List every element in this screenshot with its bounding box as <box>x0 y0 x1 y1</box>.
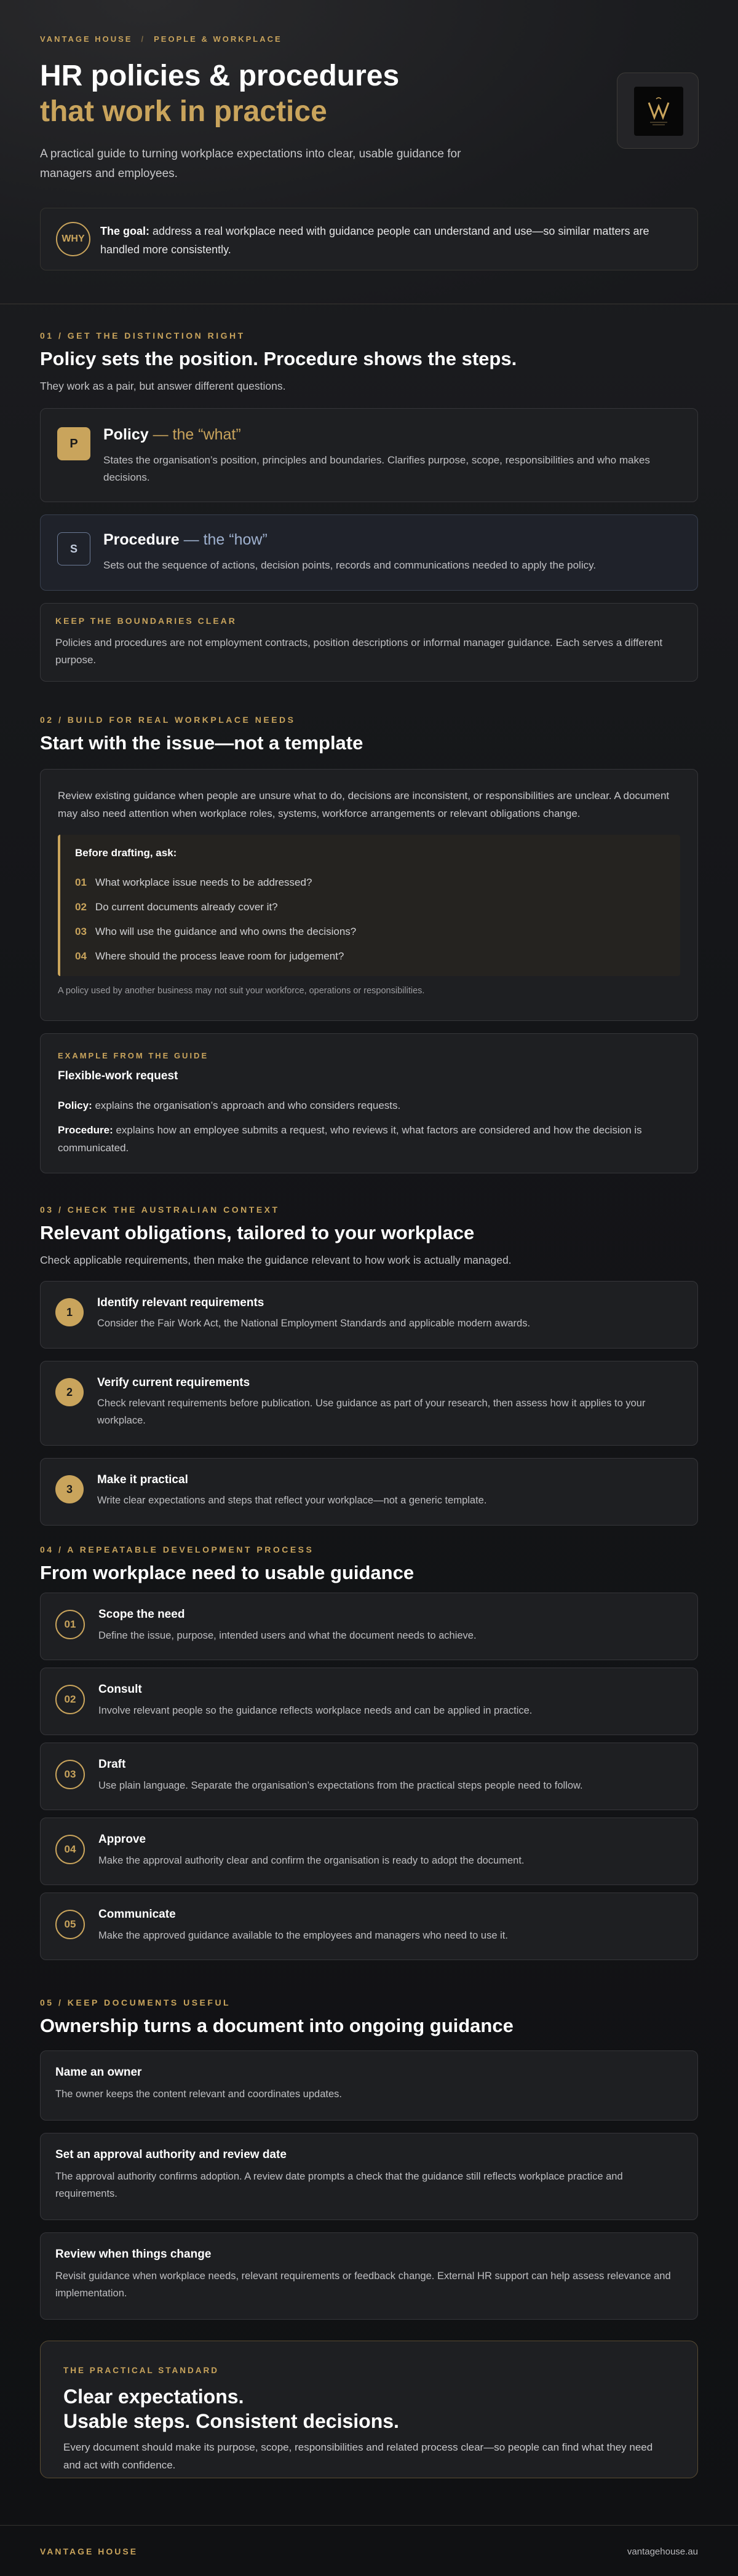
item-text: The owner keeps the content relevant and coordinates updates. <box>55 2089 342 2100</box>
drafting-questions <box>58 835 680 976</box>
section-development-process <box>40 1545 698 1960</box>
ownership-item <box>40 2050 698 2121</box>
example-procedure-text: explains how an employee submits a request, who reviews it, what factors are considered and how the decision is communicated. <box>58 1124 642 1154</box>
question-list <box>75 870 356 969</box>
process-step <box>40 1818 698 1885</box>
vantage-house-logo-icon <box>634 87 683 136</box>
step-text: Use plain language. Separate the organisation’s expectations from the practical steps people need to follow. <box>98 1780 583 1791</box>
page-title <box>40 58 399 130</box>
example-card <box>40 1033 698 1173</box>
policy-badge: P <box>57 427 90 460</box>
boundaries-kicker: KEEP THE BOUNDARIES CLEAR <box>55 616 237 626</box>
step-text: Define the issue, purpose, intended users and what the document needs to achieve. <box>98 1630 477 1641</box>
section-title: Start with the issue—not a template <box>40 732 363 754</box>
procedure-card <box>40 514 698 591</box>
procedure-text: Sets out the sequence of actions, decision points, records and communications needed to apply the policy. <box>103 559 597 571</box>
drafting-questions-title: Before drafting, ask: <box>75 847 177 859</box>
step-number: 2 <box>55 1378 84 1406</box>
section-intro: They work as a pair, but answer different questions. <box>40 380 286 392</box>
step-number: 04 <box>55 1835 85 1864</box>
step-number: 02 <box>55 1685 85 1714</box>
question-text: Who will use the guidance and who owns the decisions? <box>95 926 357 937</box>
kicker-divider: / <box>141 34 146 44</box>
footer-brand: VANTAGE HOUSE <box>40 2546 138 2556</box>
policy-subtitle: — the “what” <box>148 426 241 443</box>
why-badge: WHY <box>56 222 90 256</box>
step-text: Consider the Fair Work Act, the National Employment Standards and applicable modern awards. <box>97 1318 531 1329</box>
example-title: Flexible-work request <box>58 1069 178 1082</box>
step-number: 03 <box>55 1760 85 1789</box>
step-text: Make the approved guidance available to the employees and managers who need to use it. <box>98 1930 508 1941</box>
review-text: Review existing guidance when people are unsure what to do, decisions are inconsistent, or responsibilities are unclear. A document may also need attention when workplace roles, systems, workforce arrangements or relevant obligations change. <box>58 790 670 819</box>
example-policy <box>58 1097 679 1114</box>
item-title: Name an owner <box>55 2066 142 2079</box>
step-title: Consult <box>98 1683 142 1696</box>
standard-text: Every document should make its purpose, scope, responsibilities and related process clear—so people can find what they need and act with confidence. <box>63 2441 653 2471</box>
question-number: 03 <box>75 926 87 937</box>
goal-label: The goal: <box>100 225 149 237</box>
section-kicker: 01 / GET THE DISTINCTION RIGHT <box>40 331 245 341</box>
goal-text <box>100 222 684 259</box>
process-step <box>40 1668 698 1735</box>
obligation-step <box>40 1458 698 1526</box>
section-name: PEOPLE & WORKPLACE <box>154 34 282 44</box>
example-policy-label: Policy: <box>58 1100 92 1111</box>
example-procedure-label: Procedure: <box>58 1124 113 1136</box>
step-title: Identify relevant requirements <box>97 1296 264 1309</box>
example-procedure <box>58 1121 679 1157</box>
review-note: A policy used by another business may not suit your workforce, operations or responsibilities. <box>58 986 425 996</box>
policy-text: States the organisation’s position, principles and boundaries. Clarifies purpose, scope, responsibilities and who makes decisions. <box>103 454 650 483</box>
hero-section <box>0 0 738 304</box>
item-text: The approval authority confirms adoption. A review date prompts a check that the guidance still reflects workplace practice and requirements. <box>55 2171 623 2199</box>
logo-box <box>617 73 699 149</box>
review-card <box>40 769 698 1021</box>
step-number: 3 <box>55 1475 84 1503</box>
step-number: 05 <box>55 1910 85 1939</box>
step-title: Communicate <box>98 1908 176 1921</box>
example-kicker: EXAMPLE FROM THE GUIDE <box>58 1051 209 1060</box>
step-title: Scope the need <box>98 1608 185 1621</box>
section-australian-context <box>40 1205 698 1526</box>
question-text: Where should the process leave room for judgement? <box>95 950 344 962</box>
process-step <box>40 1743 698 1810</box>
title-line-1: HR policies & procedures <box>40 60 400 92</box>
boundaries-card <box>40 603 698 682</box>
question-number: 01 <box>75 876 87 888</box>
process-step <box>40 1893 698 1960</box>
procedure-heading <box>103 531 268 549</box>
step-title: Approve <box>98 1833 146 1846</box>
list-item <box>75 920 356 944</box>
goal-callout <box>40 208 698 270</box>
procedure-title: Procedure <box>103 531 180 548</box>
step-number: 01 <box>55 1610 85 1639</box>
item-title: Set an approval authority and review date <box>55 2148 287 2161</box>
policy-title: Policy <box>103 426 149 443</box>
goal-body: address a real workplace need with guidance people can understand and use—so similar matters are handled more consistently. <box>100 225 649 256</box>
section-workplace-needs <box>40 715 698 1173</box>
obligation-step <box>40 1281 698 1349</box>
step-title: Draft <box>98 1758 126 1771</box>
section-keep-documents-useful <box>40 1998 698 2320</box>
procedure-badge: S <box>57 532 90 565</box>
section-title: Policy sets the position. Procedure shows the steps. <box>40 348 517 369</box>
ownership-item <box>40 2133 698 2220</box>
section-kicker: 03 / CHECK THE AUSTRALIAN CONTEXT <box>40 1205 280 1215</box>
policy-card <box>40 408 698 502</box>
list-item <box>75 895 356 920</box>
procedure-subtitle: — the “how” <box>179 531 268 548</box>
step-text: Make the approval authority clear and confirm the organisation is ready to adopt the document. <box>98 1855 525 1866</box>
item-text: Revisit guidance when workplace needs, relevant requirements or feedback change. External HR support can help assess relevance and implementation. <box>55 2271 671 2299</box>
practical-standard-callout <box>40 2341 698 2478</box>
policy-heading <box>103 426 241 444</box>
standard-line-2: Usable steps. Consistent decisions. <box>63 2410 399 2432</box>
section-distinction <box>40 331 698 682</box>
footer <box>0 2525 738 2576</box>
process-step <box>40 1593 698 1660</box>
section-kicker: 05 / KEEP DOCUMENTS USEFUL <box>40 1998 231 2007</box>
step-title: Make it practical <box>97 1473 188 1486</box>
standard-heading <box>63 2384 399 2433</box>
step-text: Involve relevant people so the guidance reflects workplace needs and can be applied in practice. <box>98 1705 533 1716</box>
question-number: 04 <box>75 950 87 962</box>
section-title: Relevant obligations, tailored to your workplace <box>40 1222 475 1243</box>
example-policy-text: explains the organisation’s approach and who considers requests. <box>92 1100 401 1111</box>
list-item <box>75 944 356 969</box>
step-title: Verify current requirements <box>97 1376 250 1389</box>
question-text: What workplace issue needs to be addressed? <box>95 876 312 888</box>
footer-site-link[interactable]: vantagehouse.au <box>627 2546 698 2557</box>
section-intro: Check applicable requirements, then make the guidance relevant to how work is actually managed. <box>40 1254 512 1266</box>
logo-mark-icon <box>634 87 683 136</box>
section-kicker: 04 / A REPEATABLE DEVELOPMENT PROCESS <box>40 1545 314 1554</box>
ownership-item <box>40 2232 698 2320</box>
section-title: Ownership turns a document into ongoing guidance <box>40 2015 514 2036</box>
hero-kicker <box>40 34 282 44</box>
step-number: 1 <box>55 1298 84 1326</box>
standard-line-1: Clear expectations. <box>63 2385 244 2408</box>
title-line-2: that work in practice <box>40 95 327 128</box>
step-text: Write clear expectations and steps that reflect your workplace—not a generic template. <box>97 1495 487 1506</box>
list-item <box>75 870 356 895</box>
section-title: From workplace need to usable guidance <box>40 1562 415 1583</box>
standard-kicker: THE PRACTICAL STANDARD <box>63 2366 219 2375</box>
question-number: 02 <box>75 901 87 913</box>
boundaries-text: Policies and procedures are not employment contracts, position descriptions or informal manager guidance. Each serves a different purpose. <box>55 637 663 666</box>
question-text: Do current documents already cover it? <box>95 901 278 913</box>
step-text: Check relevant requirements before publication. Use guidance as part of your research, then assess how it applies to your workplace. <box>97 1398 646 1426</box>
hero-lede: A practical guide to turning workplace expectations into clear, usable guidance for managers and employees. <box>40 148 461 180</box>
item-title: Review when things change <box>55 2248 212 2261</box>
obligation-step <box>40 1361 698 1446</box>
section-kicker: 02 / BUILD FOR REAL WORKPLACE NEEDS <box>40 715 296 725</box>
brand-name: VANTAGE HOUSE <box>40 34 133 44</box>
